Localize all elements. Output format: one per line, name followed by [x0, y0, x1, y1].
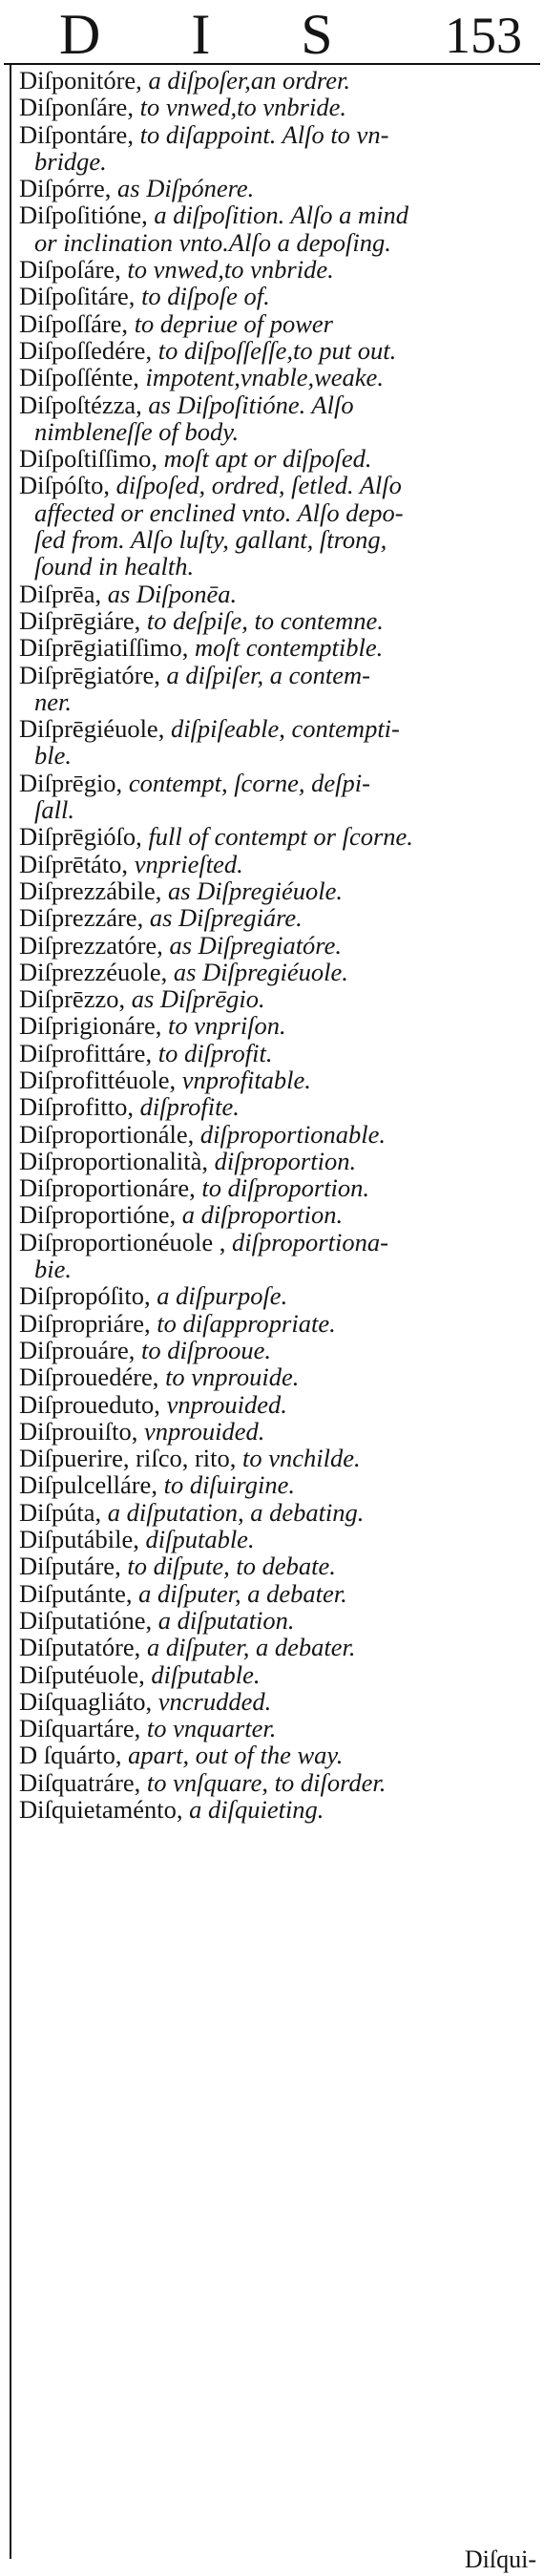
entry-headword: Diſquatráre, — [19, 1767, 141, 1797]
entry-definition: as Diſpregiatóre. — [169, 930, 343, 960]
entry-headword: Diſpoſſáre, — [19, 308, 129, 338]
dictionary-entry — [19, 823, 540, 850]
entry-headword: Diſprofittáre, — [19, 1038, 153, 1067]
dictionary-entry — [19, 1174, 540, 1201]
entry-headword: Diſpoſáre, — [19, 255, 121, 285]
entry-definition: to vnpriſon. — [168, 1011, 286, 1041]
dictionary-entry — [19, 1391, 540, 1418]
dictionary-entry — [19, 364, 540, 391]
entry-headword: D ſquárto, — [19, 1741, 122, 1770]
entry-definition: to diſprooue. — [141, 1335, 271, 1364]
entry-headword: Diſpoſſedére, — [19, 335, 153, 365]
entry-definition: a diſputation, a debating. — [107, 1497, 365, 1527]
entry-definition: diſputable. — [151, 1659, 261, 1689]
dictionary-entry — [19, 985, 540, 1012]
entry-headword: Diſprezzábile, — [19, 876, 162, 905]
entry-headword: Diſpontáre, — [19, 119, 134, 149]
entry-definition: a diſquieting. — [189, 1795, 324, 1824]
dictionary-entry — [19, 1040, 540, 1066]
entry-definition: a diſpurpoſe. — [157, 1281, 288, 1311]
dictionary-entry — [19, 1769, 540, 1796]
entry-headword: Diſprezzatóre, — [19, 930, 163, 960]
dictionary-entry — [19, 1148, 540, 1174]
dictionary-entry — [19, 1742, 540, 1768]
entry-continuation: bridge. — [34, 146, 107, 176]
dictionary-entry — [19, 1526, 540, 1552]
entry-definition: diſproportiona- — [232, 1227, 388, 1256]
dictionary-entry — [19, 445, 540, 472]
entry-definition: contempt, ſcorne, deſpi- — [128, 768, 370, 797]
dictionary-entry — [19, 1796, 540, 1823]
entry-definition: a diſputation. — [157, 1605, 295, 1635]
dictionary-entry — [19, 1012, 540, 1039]
entry-continuation: ble. — [34, 741, 72, 771]
entry-headword: Diſprigionáre, — [19, 1011, 162, 1041]
entry-headword: Diſproportionáre, — [19, 1173, 196, 1203]
entry-definition: vncrudded. — [157, 1686, 272, 1716]
entry-headword: Diſprēgio, — [19, 768, 123, 797]
entry-headword: Diſprēgiatóre, — [19, 660, 160, 689]
entry-headword: Diſprouiſto, — [19, 1416, 138, 1446]
dictionary-entry — [19, 1607, 540, 1634]
dictionary-entry — [19, 770, 540, 824]
entry-definition: as Diſpregiéuole. — [167, 876, 343, 905]
entry-definition: to vnchilde. — [242, 1444, 361, 1473]
entry-definition: to diſprofit. — [157, 1038, 273, 1067]
entry-continuation: nimbleneſſe of body. — [34, 416, 240, 446]
entry-definition: diſpoſed, ordred, ſetled. Alſo — [115, 471, 402, 500]
entry-headword: Diſpúta, — [19, 1497, 102, 1527]
entry-definition: impotent,vnable,weake. — [145, 363, 384, 392]
dictionary-entry — [19, 1445, 540, 1471]
entry-definition: diſputable. — [145, 1525, 255, 1554]
dictionary-entry — [19, 1471, 540, 1498]
entry-headword: Diſpóſto, — [19, 471, 110, 500]
entry-definition: as Diſpónere. — [117, 174, 255, 203]
dictionary-entry — [19, 1201, 540, 1228]
entry-definition: to vnſquare, to diſorder. — [146, 1767, 387, 1797]
dictionary-entry — [19, 959, 540, 985]
dictionary-entry — [19, 1310, 540, 1337]
entry-continuation: ſound in health. — [34, 552, 195, 581]
entry-definition: to diſproportion. — [201, 1173, 370, 1203]
dictionary-entry — [19, 1282, 540, 1309]
entry-definition: to vnwed,to vnbride. — [139, 93, 346, 122]
catchword: Diſqui- — [464, 2545, 536, 2573]
entry-headword: Diſpulcelláre, — [19, 1470, 157, 1500]
dictionary-entry — [19, 67, 540, 94]
entry-definition: as Diſprēgio. — [131, 984, 265, 1014]
dictionary-entry — [19, 1229, 540, 1283]
entry-headword: Diſputéuole, — [19, 1659, 145, 1689]
entry-headword: Diſpuerire, riſco, rito, — [19, 1444, 237, 1473]
entry-continuation: or inclination vnto.Alſo a depoſing. — [34, 227, 391, 257]
entry-continuation: ner. — [34, 686, 73, 716]
entry-definition: a diſputer, a debater. — [146, 1633, 356, 1662]
dictionary-entry — [19, 337, 540, 364]
dictionary-entry — [19, 391, 540, 446]
entry-headword: Diſputatóre, — [19, 1633, 141, 1662]
entry-definition: moſt contemptible. — [195, 633, 384, 663]
entry-definition: a diſproportion. — [181, 1200, 344, 1230]
entry-headword: Diſputábile, — [19, 1525, 139, 1554]
entry-headword: Diſprezzéuole, — [19, 957, 168, 986]
dictionary-entries — [19, 67, 540, 1823]
entry-headword: Diſpropóſito, — [19, 1281, 151, 1311]
dictionary-entry — [19, 1121, 540, 1148]
dictionary-entry — [19, 1580, 540, 1607]
entry-definition: to vnwed,to vnbride. — [127, 255, 334, 285]
dictionary-entry — [19, 121, 540, 176]
dictionary-entry — [19, 715, 540, 770]
entry-definition: apart, out of the way. — [128, 1741, 344, 1770]
entry-continuation: ſed from. Alſo luſty, gallant, ſtrong, — [34, 525, 387, 555]
entry-headword: Diſpórre, — [19, 174, 112, 203]
dictionary-entry — [19, 851, 540, 877]
dictionary-entry — [19, 94, 540, 120]
dictionary-entry — [19, 1418, 540, 1445]
entry-headword: Diſprēgiatiſſimo, — [19, 633, 189, 663]
dictionary-entry — [19, 1552, 540, 1579]
dictionary-entry — [19, 1661, 540, 1688]
entry-headword: Diſquietaménto, — [19, 1795, 183, 1824]
dictionary-entry — [19, 581, 540, 607]
entry-headword: Diſprouedére, — [19, 1362, 159, 1392]
entry-definition: as Diſpregiáre. — [149, 903, 303, 933]
column-rule — [10, 63, 11, 2559]
entry-headword: Diſpoſitáre, — [19, 282, 136, 311]
entry-headword: Diſproportióne, — [19, 1200, 177, 1230]
entry-definition: full of contempt or ſcorne. — [148, 822, 413, 852]
entry-headword: Diſpropriáre, — [19, 1308, 151, 1338]
header-rule — [4, 63, 540, 65]
dictionary-entry — [19, 634, 540, 661]
page-number: 153 — [445, 7, 522, 64]
entry-definition: a diſpoſer,an ordrer. — [148, 66, 350, 95]
entry-continuation: affected or enclined vnto. Alſo depo- — [34, 497, 404, 527]
entry-definition: a diſputer, a debater. — [138, 1578, 347, 1608]
dictionary-entry — [19, 283, 540, 309]
dictionary-entry — [19, 607, 540, 634]
dictionary-entry — [19, 877, 540, 904]
entry-definition: to diſpute, to debate. — [127, 1552, 336, 1581]
dictionary-entry — [19, 1634, 540, 1660]
entry-headword: Diſproueduto, — [19, 1389, 160, 1419]
entry-headword: Diſputáre, — [19, 1552, 121, 1581]
dictionary-entry — [19, 310, 540, 337]
entry-headword: Diſproportionéuole , — [19, 1227, 226, 1256]
entry-headword: Diſpoſitióne, — [19, 201, 148, 230]
entry-headword: Diſprētáto, — [19, 849, 129, 878]
entry-headword: Diſputatióne, — [19, 1605, 153, 1635]
entry-headword: Diſpoſſénte, — [19, 363, 139, 392]
entry-definition: to diſpoſſeſſe,to put out. — [157, 335, 397, 365]
entry-headword: Diſpoſtiſſimo, — [19, 444, 158, 474]
entry-definition: to vnquarter. — [146, 1714, 277, 1743]
entry-definition: as Diſpoſitióne. Alſo — [148, 390, 354, 419]
entry-definition: diſpiſeable, contempti- — [170, 714, 400, 744]
dictionary-entry — [19, 662, 540, 716]
entry-definition: to diſappropriate. — [157, 1308, 336, 1338]
entry-headword: Diſprēgiéuole, — [19, 714, 165, 744]
dictionary-entry — [19, 256, 540, 283]
entry-definition: diſproportionable. — [199, 1119, 386, 1149]
dictionary-entry — [19, 1093, 540, 1120]
entry-headword: Diſprēgióſo, — [19, 822, 142, 852]
entry-definition: to vnprouide. — [165, 1362, 300, 1392]
dictionary-entry — [19, 472, 540, 580]
entry-headword: Diſprēa, — [19, 579, 102, 608]
dictionary-entry — [19, 1715, 540, 1742]
entry-definition: moſt apt or diſpoſed. — [163, 444, 372, 474]
entry-definition: to diſuirgine. — [163, 1470, 295, 1500]
entry-headword: Diſprēzzo, — [19, 984, 126, 1014]
entry-headword: Diſquagliáto, — [19, 1686, 153, 1716]
entry-definition: a diſpiſer, a contem- — [166, 660, 370, 689]
dictionary-entry — [19, 1363, 540, 1390]
entry-headword: Diſponitóre, — [19, 66, 142, 95]
entry-continuation: ſall. — [34, 795, 74, 825]
entry-headword: Diſprezzáre, — [19, 903, 144, 933]
entry-headword: Diſpoſtézza, — [19, 390, 142, 419]
entry-headword: Diſquartáre, — [19, 1714, 141, 1743]
entry-headword: Diſponſáre, — [19, 93, 134, 122]
entry-definition: as Diſpregiéuole. — [173, 957, 348, 986]
entry-headword: Diſputánte, — [19, 1578, 133, 1608]
page-header — [0, 0, 544, 71]
entry-definition: a diſpoſition. Alſo a mind — [154, 201, 409, 230]
entry-definition: diſproportion. — [214, 1146, 357, 1175]
entry-headword: Diſprofittéuole, — [19, 1065, 177, 1094]
entry-definition: vnprieſted. — [134, 849, 243, 878]
running-head: D I S — [59, 3, 371, 66]
dictionary-entry — [19, 1337, 540, 1363]
dictionary-entry — [19, 1688, 540, 1715]
entry-headword: Diſproportionále, — [19, 1119, 195, 1149]
entry-continuation: bie. — [34, 1255, 72, 1284]
entry-definition: to diſappoint. Alſo to vn- — [139, 119, 389, 149]
entry-definition: as Diſponēa. — [107, 579, 238, 608]
entry-headword: Diſprēgiáre, — [19, 605, 141, 635]
entry-definition: vnprofitable. — [181, 1065, 311, 1094]
entry-definition: to deſpiſe, to contemne. — [146, 605, 384, 635]
entry-headword: Diſprouáre, — [19, 1335, 136, 1364]
dictionary-entry — [19, 201, 540, 256]
entry-headword: Diſprofitto, — [19, 1092, 134, 1122]
dictionary-entry — [19, 1499, 540, 1526]
dictionary-entry — [19, 932, 540, 959]
entry-definition: diſprofite. — [139, 1092, 240, 1122]
entry-headword: Diſproportionalità, — [19, 1146, 208, 1175]
entry-definition: to depriue of power — [134, 308, 333, 338]
dictionary-entry — [19, 175, 540, 201]
entry-definition: vnprouided. — [166, 1389, 287, 1419]
dictionary-entry — [19, 904, 540, 931]
entry-definition: to diſpoſe of. — [141, 282, 270, 311]
entry-definition: vnprouided. — [144, 1416, 265, 1446]
dictionary-entry — [19, 1066, 540, 1093]
